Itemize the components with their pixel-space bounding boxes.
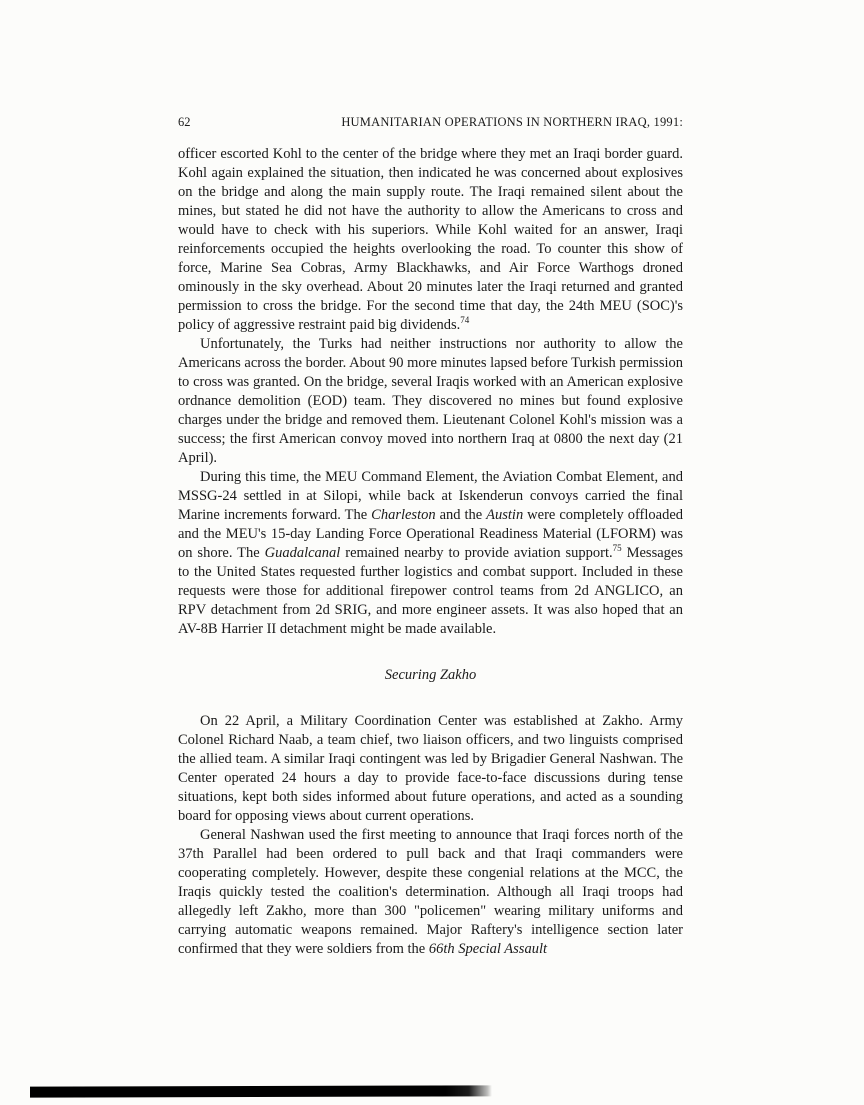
page-number: 62 xyxy=(178,115,191,129)
paragraph-text: remained nearby to provide aviation support. xyxy=(340,545,613,561)
ship-name-austin: Austin xyxy=(486,507,524,523)
page-header xyxy=(178,115,683,130)
running-header: HUMANITARIAN OPERATIONS IN NORTHERN IRAQ, 1991: xyxy=(341,115,683,129)
paragraph-text: General Nashwan used the first meeting to announce that Iraqi forces north of the 37th Parallel had been ordered to pull back and that Iraqi commanders were cooperating completely. However, despite these congenial relations at the MCC, the Iraqis quickly tested the coalition's determination. Although all Iraqi troops had allegedly left Zakho, more than 300 "policemen" wearing military uniforms and carrying automatic weapons remained. Major Raftery's intelligence section later confirmed that they were soldiers from the xyxy=(178,827,683,957)
page-content xyxy=(178,115,683,959)
footnote-ref-75: 75 xyxy=(612,543,622,554)
paragraph-text: officer escorted Kohl to the center of the bridge where they met an Iraqi border guard. Kohl again explained the situation, then indicated he was concerned about explosives on the bridge and along the main supply route. The Iraqi remained silent about the mines, but stated he did not have the authority to allow the Americans to cross and would have to check with his superiors. While Kohl waited for an answer, Iraqi reinforcements occupied the heights overlooking the road. To counter this show of force, Marine Sea Cobras, Army Blackhawks, and Air Force Warthogs droned ominously in the sky overhead. About 20 minutes later the Iraqi returned and granted permission to cross the bridge. For the second time that day, the 24th MEU (SOC)'s policy of aggressive restraint paid big dividends. xyxy=(178,146,683,333)
paragraph-mcc-zakho xyxy=(178,712,683,826)
ship-name-charleston: Charleston xyxy=(371,507,436,523)
body-text xyxy=(178,145,683,959)
paragraph-text: During this time, the MEU Command Element, the Aviation Combat Element, and MSSG-24 settled in at Silopi, while back at Iskenderun convoys carried the final Marine increments forward. The xyxy=(178,469,683,523)
paragraph-text: and the xyxy=(435,507,487,523)
ship-name-guadalcanal: Guadalcanal xyxy=(264,545,341,561)
paragraph-nashwan-meeting xyxy=(178,826,683,959)
paragraph-text: Messages to the United States requested further logistics and combat support. Included in these requests were those for additional firepower control teams from 2d ANGLICO, an RPV detachment from 2d SRIG, and more engineer assets. It was also hoped that an AV-8B Harrier II detachment might be made available. xyxy=(178,545,683,637)
scan-artifact-bar xyxy=(30,1085,492,1097)
paragraph-text: were completely offloaded and the MEU's 15-day Landing Force Operational Readiness Material (LFORM) was on shore. The xyxy=(178,507,683,561)
section-heading: Securing Zakho xyxy=(384,667,477,683)
paragraph-kohl-bridge xyxy=(178,145,683,335)
paragraph-turks-border xyxy=(178,335,683,468)
paragraph-text: On 22 April, a Military Coordination Center was established at Zakho. Army Colonel Richard Naab, a team chief, two liaison officers, and two linguists comprised the allied team. A similar Iraqi contingent was led by Brigadier General Nashwan. The Center operated 24 hours a day to provide face-to-face discussions during tense situations, kept both sides informed about future operations, and acted as a sounding board for opposing views about current operations. xyxy=(178,713,683,824)
unit-name-66th-special-assault: 66th Special Assault xyxy=(428,941,548,957)
paragraph-text: Unfortunately, the Turks had neither instructions nor authority to allow the Americans across the border. About 90 more minutes lapsed before Turkish permission to cross was granted. On the bridge, several Iraqis worked with an American explosive ordnance demolition (EOD) team. They discovered no mines but found explosive charges under the bridge and removed them. Lieutenant Colonel Kohl's mission was a success; the first American convoy moved into northern Iraq at 0800 the next day (21 April). xyxy=(178,336,684,466)
footnote-ref-74: 74 xyxy=(460,315,470,326)
paragraph-meu-silopi xyxy=(178,468,683,639)
